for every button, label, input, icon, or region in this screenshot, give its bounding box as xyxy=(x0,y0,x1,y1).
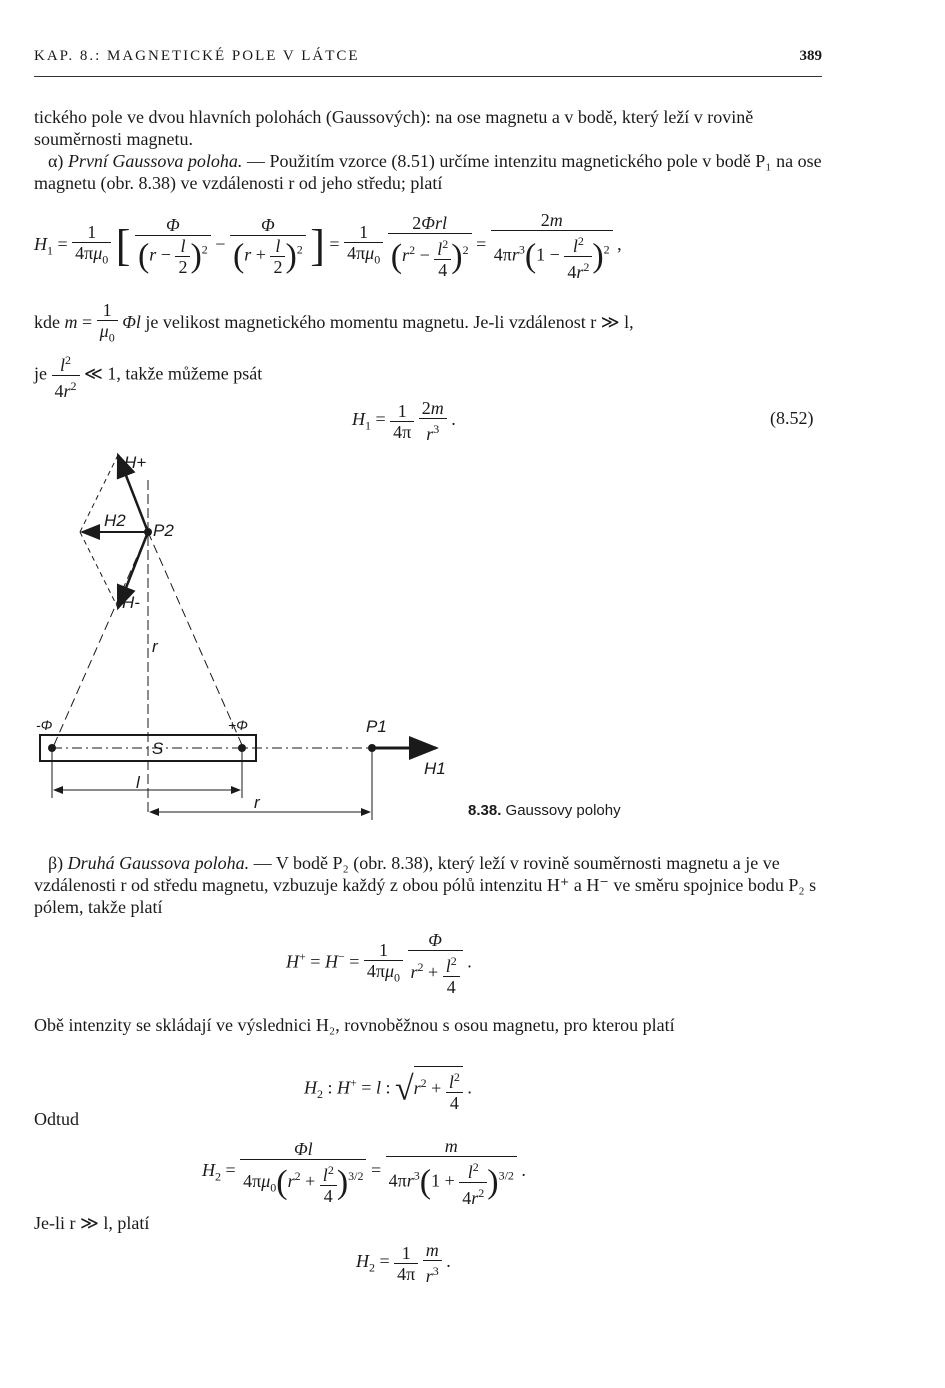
equation-moment: kde m = $\frac{1}{\mu_0}$ Φl je velikost magnetického momentu magnetu. Je-li vzdálenost r ≫ l, xyxy=(34,300,634,345)
label-h2: H2 xyxy=(104,511,126,530)
alpha-title: První Gaussova poloha. xyxy=(67,151,243,171)
equation-h1-full: $H_1$ = $\frac{1}{4\pi\mu_0}$ [ Φ (r − $\frac{l}{2}$ )$^2$ − Φ (r + $\frac{l}{2}$ )$^2$ ] = $\frac{1}{4\pi\mu_0}$ 2Φrl ($r^2$ − $\frac{l^2}{4}$ )$^2$ = 2m $4\pi r^3(1$ − $\frac{l^2}{4r^2}$ )$^2$ , xyxy=(34,210,622,282)
header-title: KAP. 8.: MAGNETICKÉ POLE V LÁTCE xyxy=(34,48,360,64)
equation-h-plus-minus: H+ = H− = $\frac{1}{4\pi\mu_0}$ Φ $r^2$ + $\frac{l^2}{4}$ . xyxy=(286,930,472,997)
label-r-lower: r xyxy=(254,793,260,812)
beta-text: — V bodě P₂ (obr. 8.38), který leží v rovině souměrnosti magnetu a je ve vzdálenosti r od středu magnetu, vzbuzuje každý z obou pólů intenzitu H⁺ a H⁻ ve směru spojnice bodu P₂ s pólem, takže platí xyxy=(34,853,817,917)
equation-condition: je $\frac{l^2}{4r^2}$ ≪ 1, takže můžeme psát xyxy=(34,350,262,401)
paragraph-jeli: Je-li r ≫ l, platí xyxy=(34,1213,150,1233)
label-p2: P2 xyxy=(153,521,174,540)
header-rule xyxy=(34,76,822,77)
beta-label: β) xyxy=(48,853,68,873)
je-word: je xyxy=(34,363,47,384)
label-p1: P1 xyxy=(366,717,387,736)
equation-number: (8.52) xyxy=(770,408,814,428)
je-rest: ≪ 1, takže můžeme psát xyxy=(84,363,263,384)
left-dashed-line xyxy=(54,532,148,745)
point-p2 xyxy=(144,528,152,536)
page-number: 389 xyxy=(799,48,822,64)
paragraph-odtud: Odtud xyxy=(34,1109,79,1129)
label-h-plus: H+ xyxy=(124,453,147,472)
kde-rest: je velikost magnetického momentu magnetu. Je-li vzdálenost r ≫ l, xyxy=(145,311,634,332)
caption-number: 8.38. xyxy=(468,802,502,819)
pole-minus xyxy=(48,744,56,752)
pole-plus xyxy=(238,744,246,752)
parallelogram-bottom xyxy=(80,532,118,608)
kde-word: kde xyxy=(34,311,60,332)
label-l: l xyxy=(136,773,140,792)
equation-h2-full: $H_2$ = Φl $4\pi\mu_0(r^2$ + $\frac{l^2}{4}$ )$^{3/2}$ = m $4\pi r^3(1$ + $\frac{l^2}{4r^2}$ )$^{3/2}$ . xyxy=(202,1136,526,1208)
paragraph-alpha xyxy=(34,150,822,194)
alpha-text: — Použitím vzorce (8.51) určíme intenzitu magnetického pole v bodě P₁ na ose magnetu (obr. 8.38) ve vzdálenosti r od jeho středu; platí xyxy=(34,151,822,193)
label-s: S xyxy=(152,739,164,758)
caption-text: Gaussovy polohy xyxy=(505,802,621,819)
right-dashed-line xyxy=(148,532,242,745)
label-r-upper: r xyxy=(152,637,158,656)
label-h1: H1 xyxy=(424,759,446,778)
label-plus-phi: +Φ xyxy=(228,717,248,733)
label-minus-phi: -Φ xyxy=(36,717,53,733)
point-p1 xyxy=(368,744,376,752)
figure-caption xyxy=(468,802,621,819)
paragraph-intro: tického pole ve dvou hlavních polohách (Gaussových): na ose magnetu a v bodě, který leží v rovině souměrnosti magnetu. xyxy=(34,107,754,149)
paragraph-beta xyxy=(34,852,822,918)
equation-ratio: $H_2$ : H+ = l : $√r^2$ + $\frac{l^2}{4}$ . xyxy=(304,1066,472,1113)
label-h-minus: H- xyxy=(122,593,140,612)
running-header xyxy=(34,48,822,65)
alpha-label: α) xyxy=(48,151,68,171)
beta-title: Druhá Gaussova poloha. xyxy=(67,853,250,873)
equation-h2-approx: $H_2$ = $\frac{1}{4\pi}$ $\frac{m}{r^3}$ . xyxy=(356,1240,451,1286)
paragraph-obe: Obě intenzity se skládají ve výslednici H₂, rovnoběžnou s osou magnetu, pro kterou platí xyxy=(34,1015,675,1035)
equation-8-52: $H_1$ = $\frac{1}{4\pi}$ $\frac{2m}{r^3}$ . xyxy=(352,398,456,444)
figure-gauss-positions xyxy=(0,440,480,830)
